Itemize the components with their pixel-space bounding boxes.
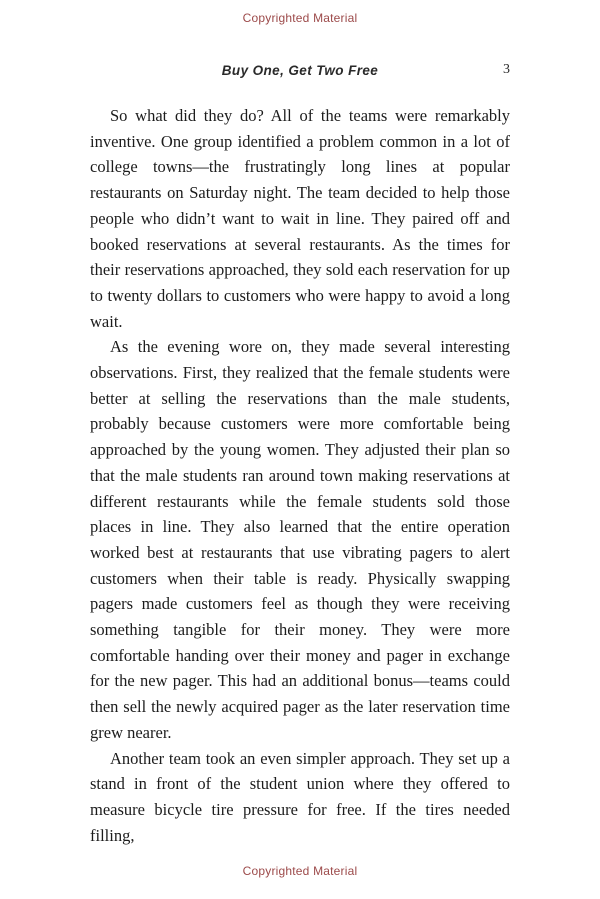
chapter-title: Buy One, Get Two Free	[221, 63, 379, 78]
paragraph: Another team took an even simpler approach. They set up a stand in front of the student union where they offered to measure bicycle tire pressure for free. If the tires needed filling,	[90, 748, 510, 845]
page-number: 3	[503, 62, 510, 77]
copyright-notice-bottom: Copyrighted Material	[242, 864, 358, 878]
copyright-notice-top: Copyrighted Material	[242, 11, 358, 25]
running-header	[90, 62, 510, 80]
body-text	[90, 103, 510, 848]
paragraph: As the evening wore on, they made several interesting observations. First, they realized that the female students were better at selling the reservations than the male students, probably because customers were more comfortable being approached by the young women. They adjusted their plan so that the male students ran around town making reservations at different restaurants while the female students sold those places in line. They also learned that the entire operation worked best at restaurants that use vibrating pagers to alert customers when their table is ready. Physically swapping pagers made customers feel as though they were receiving something tangible for their money. They were more comfortable handing over their money and pager in exchange for the new pager. This had an additional bonus—teams could then sell the newly acquired pager as the later reservation time grew nearer.	[90, 337, 510, 742]
paragraph: So what did they do? All of the teams were remarkably inventive. One group identified a problem common in a lot of college towns—the frustratingly long lines at popular restaurants on Saturday night. The team decided to help those people who didn’t want to wait in line. They paired off and booked reservations at several restaurants. As the times for their reservations approached, they sold each reservation for up to twenty dollars to customers who were happy to avoid a long wait.	[90, 106, 510, 331]
